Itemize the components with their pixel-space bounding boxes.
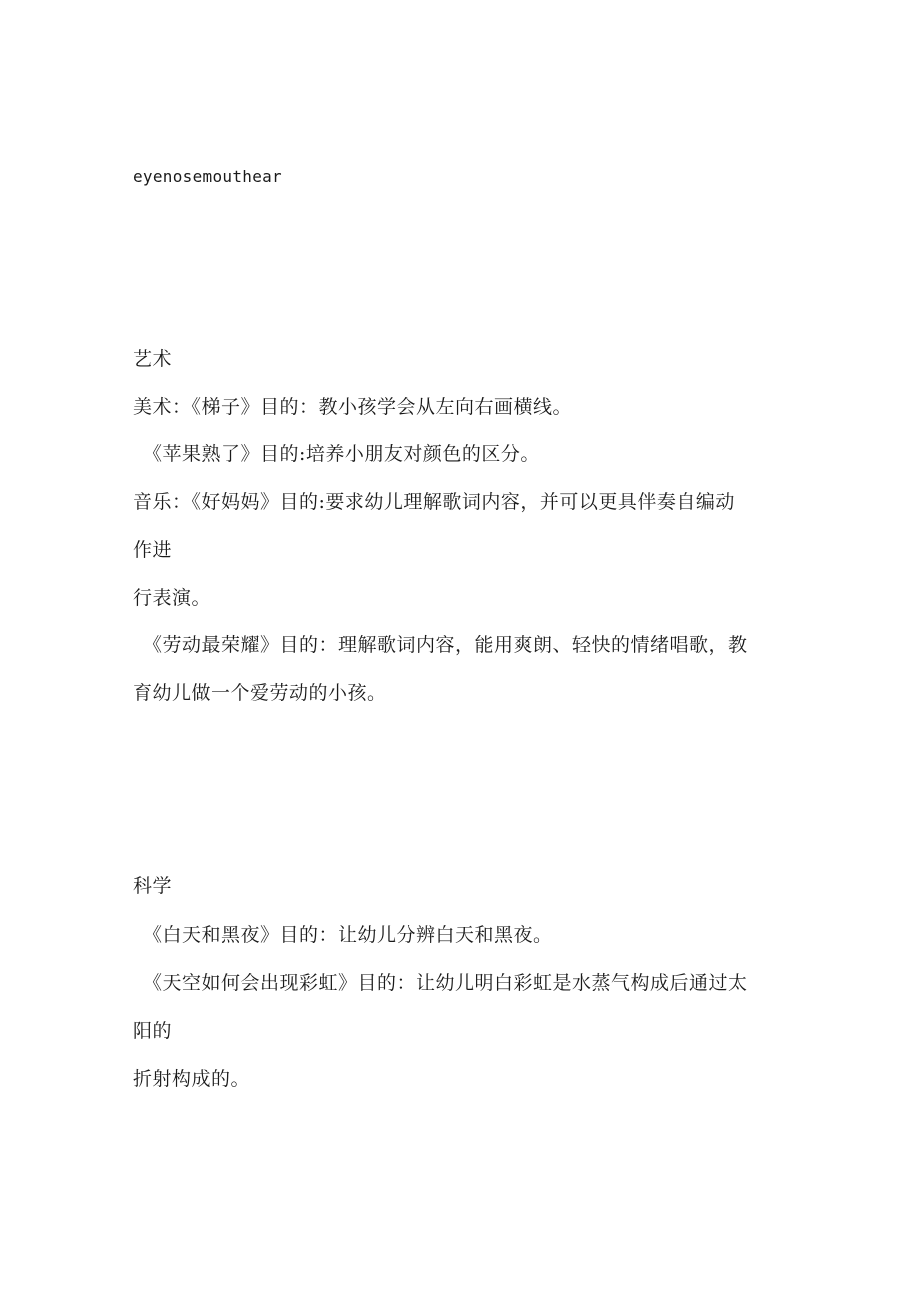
art-labor-song-line: 《劳动最荣耀》目的：理解歌词内容，能用爽朗、轻快的情绪唱歌，教	[143, 634, 748, 656]
science-day-night-line: 《白天和黑夜》目的：让幼儿分辨白天和黑夜。	[143, 924, 553, 946]
science-rainbow-line-cont-2: 折射构成的。	[133, 1068, 251, 1090]
art-section-heading: 艺术	[133, 348, 173, 370]
art-apple-line: 《苹果熟了》目的:培养小朋友对颜色的区分。	[143, 443, 540, 465]
art-labor-song-line-cont: 育幼儿做一个爱劳动的小孩。	[133, 682, 387, 704]
science-section-heading: 科学	[133, 875, 173, 897]
art-music-line-cont-1: 作进	[133, 539, 173, 561]
art-music-line: 音乐：《好妈妈》目的:要求幼儿理解歌词内容，并可以更具伴奏自编动	[133, 491, 735, 513]
art-music-line-cont-2: 行表演。	[133, 587, 212, 609]
science-rainbow-line: 《天空如何会出现彩虹》目的：让幼儿明白彩虹是水蒸气构成后通过太	[143, 972, 748, 994]
science-rainbow-line-cont-1: 阳的	[133, 1020, 173, 1042]
art-fine-art-line: 美术：《梯子》目的：教小孩学会从左向右画横线。	[133, 396, 573, 418]
english-words-line: eyenosemouthear	[133, 167, 282, 186]
